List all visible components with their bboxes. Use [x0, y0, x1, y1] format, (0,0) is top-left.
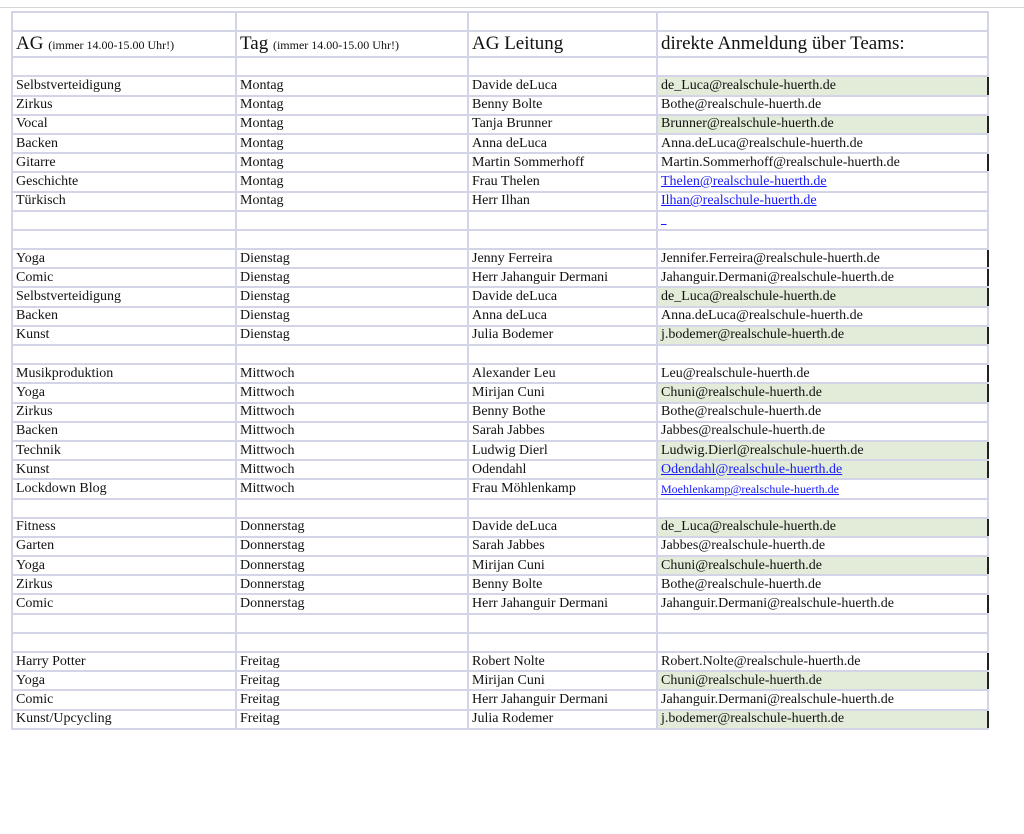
table-row [12, 307, 988, 326]
table-row [12, 422, 988, 441]
weekday: Freitag [236, 710, 468, 729]
weekday: Donnerstag [236, 518, 468, 537]
email-address: Robert.Nolte@realschule-huerth.de [657, 652, 988, 671]
stray-link-mark[interactable]: _ [657, 211, 988, 230]
table-row [12, 518, 988, 537]
email-address: Jahanguir.Dermani@realschule-huerth.de [657, 594, 988, 613]
table-row [12, 115, 988, 134]
table-row [12, 652, 988, 671]
leader-name: Frau Möhlenkamp [468, 479, 657, 498]
empty-cell [468, 57, 657, 76]
weekday: Freitag [236, 652, 468, 671]
empty-cell [468, 345, 657, 364]
leader-name: Julia Rodemer [468, 710, 657, 729]
email-address[interactable]: Odendahl@realschule-huerth.de [657, 460, 988, 479]
leader-name: Benny Bolte [468, 575, 657, 594]
empty-cell [236, 345, 468, 364]
leader-name: Davide deLuca [468, 287, 657, 306]
ag-name: Musikproduktion [12, 364, 236, 383]
leader-name: Alexander Leu [468, 364, 657, 383]
leader-name: Tanja Brunner [468, 115, 657, 134]
weekday: Mittwoch [236, 441, 468, 460]
ag-name: Backen [12, 307, 236, 326]
weekday: Montag [236, 76, 468, 95]
leader-name: Anna deLuca [468, 307, 657, 326]
table-row [12, 268, 988, 287]
leader-name: Mirijan Cuni [468, 671, 657, 690]
header-ag-note: (immer 14.00-15.00 Uhr!) [48, 37, 175, 52]
table-row [12, 575, 988, 594]
weekday: Donnerstag [236, 537, 468, 556]
empty-row [12, 12, 988, 31]
empty-cell [236, 499, 468, 518]
table-row [12, 364, 988, 383]
ag-name: Türkisch [12, 192, 236, 211]
empty-row [12, 499, 988, 518]
weekday: Donnerstag [236, 594, 468, 613]
email-address: j.bodemer@realschule-huerth.de [657, 710, 988, 729]
header-tag: Tag (immer 14.00-15.00 Uhr!) [236, 31, 468, 57]
weekday: Mittwoch [236, 479, 468, 498]
weekday: Mittwoch [236, 403, 468, 422]
leader-name: Davide deLuca [468, 518, 657, 537]
email-address: de_Luca@realschule-huerth.de [657, 518, 988, 537]
empty-row [12, 614, 988, 633]
email-address: Jahanguir.Dermani@realschule-huerth.de [657, 268, 988, 287]
ag-name: Yoga [12, 671, 236, 690]
table-row [12, 326, 988, 345]
email-address: Jahanguir.Dermani@realschule-huerth.de [657, 690, 988, 709]
empty-cell [12, 211, 236, 230]
empty-cell [12, 345, 236, 364]
weekday: Montag [236, 115, 468, 134]
ag-name: Yoga [12, 383, 236, 402]
ag-name: Garten [12, 537, 236, 556]
empty-cell [12, 57, 236, 76]
leader-name: Frau Thelen [468, 172, 657, 191]
leader-name: Odendahl [468, 460, 657, 479]
empty-cell [236, 614, 468, 633]
table-row [12, 441, 988, 460]
ag-name: Yoga [12, 249, 236, 268]
header-tag-note: (immer 14.00-15.00 Uhr!) [272, 37, 399, 52]
weekday: Dienstag [236, 307, 468, 326]
email-address: Bothe@realschule-huerth.de [657, 96, 988, 115]
leader-name: Sarah Jabbes [468, 537, 657, 556]
weekday: Freitag [236, 690, 468, 709]
weekday: Mittwoch [236, 383, 468, 402]
email-address: Jennifer.Ferreira@realschule-huerth.de [657, 249, 988, 268]
ag-name: Kunst/Upcycling [12, 710, 236, 729]
email-address: Chuni@realschule-huerth.de [657, 383, 988, 402]
leader-name: Davide deLuca [468, 76, 657, 95]
weekday: Montag [236, 192, 468, 211]
email-address: de_Luca@realschule-huerth.de [657, 287, 988, 306]
table-row [12, 96, 988, 115]
ag-schedule-table [11, 11, 989, 730]
ag-name: Gitarre [12, 153, 236, 172]
table-row [12, 153, 988, 172]
ag-name: Kunst [12, 326, 236, 345]
empty-cell [236, 57, 468, 76]
table-row [12, 479, 988, 498]
ag-name: Geschichte [12, 172, 236, 191]
weekday: Mittwoch [236, 460, 468, 479]
table-row [12, 594, 988, 613]
empty-cell [468, 230, 657, 249]
ag-name: Backen [12, 422, 236, 441]
email-address[interactable]: Moehlenkamp@realschule-huerth.de [657, 479, 988, 498]
ag-name: Selbstverteidigung [12, 76, 236, 95]
email-address: Ludwig.Dierl@realschule-huerth.de [657, 441, 988, 460]
weekday: Freitag [236, 671, 468, 690]
ag-name: Comic [12, 268, 236, 287]
table-row [12, 192, 988, 211]
empty-cell [657, 614, 988, 633]
leader-name: Mirijan Cuni [468, 556, 657, 575]
weekday: Montag [236, 96, 468, 115]
email-address: Martin.Sommerhoff@realschule-huerth.de [657, 153, 988, 172]
empty-cell [468, 633, 657, 652]
email-address: Anna.deLuca@realschule-huerth.de [657, 134, 988, 153]
empty-cell [657, 633, 988, 652]
leader-name: Julia Bodemer [468, 326, 657, 345]
leader-name: Anna deLuca [468, 134, 657, 153]
table-row [12, 383, 988, 402]
leader-name: Mirijan Cuni [468, 383, 657, 402]
table-row [12, 556, 988, 575]
email-address: Bothe@realschule-huerth.de [657, 403, 988, 422]
empty-row [12, 345, 988, 364]
email-address: Chuni@realschule-huerth.de [657, 671, 988, 690]
empty-cell [12, 499, 236, 518]
email-address: de_Luca@realschule-huerth.de [657, 76, 988, 95]
ag-name: Harry Potter [12, 652, 236, 671]
leader-name: Herr Ilhan [468, 192, 657, 211]
table-row [12, 671, 988, 690]
empty-cell [657, 499, 988, 518]
table-row [12, 460, 988, 479]
empty-cell [468, 499, 657, 518]
ag-name: Vocal [12, 115, 236, 134]
weekday: Donnerstag [236, 575, 468, 594]
ag-name: Zirkus [12, 96, 236, 115]
leader-name: Benny Bothe [468, 403, 657, 422]
empty-row [12, 211, 988, 230]
header-leitung: AG Leitung [468, 31, 657, 57]
empty-cell [657, 345, 988, 364]
ag-name: Backen [12, 134, 236, 153]
leader-name: Robert Nolte [468, 652, 657, 671]
empty-row [12, 633, 988, 652]
ag-name: Technik [12, 441, 236, 460]
ag-name: Zirkus [12, 403, 236, 422]
top-divider [0, 7, 1024, 8]
empty-cell [12, 614, 236, 633]
email-address: Anna.deLuca@realschule-huerth.de [657, 307, 988, 326]
ag-name: Selbstverteidigung [12, 287, 236, 306]
ag-name: Comic [12, 690, 236, 709]
weekday: Montag [236, 134, 468, 153]
table-row [12, 249, 988, 268]
leader-name: Herr Jahanguir Dermani [468, 690, 657, 709]
email-address: Chuni@realschule-huerth.de [657, 556, 988, 575]
ag-name: Comic [12, 594, 236, 613]
weekday: Mittwoch [236, 364, 468, 383]
empty-cell [236, 230, 468, 249]
weekday: Montag [236, 153, 468, 172]
leader-name: Benny Bolte [468, 96, 657, 115]
header-row [12, 31, 988, 57]
empty-cell [12, 633, 236, 652]
empty-row [12, 57, 988, 76]
table-row [12, 134, 988, 153]
email-address[interactable]: Thelen@realschule-huerth.de [657, 172, 988, 191]
weekday: Dienstag [236, 268, 468, 287]
table-row [12, 287, 988, 306]
email-address: Jabbes@realschule-huerth.de [657, 537, 988, 556]
weekday: Mittwoch [236, 422, 468, 441]
empty-cell [236, 633, 468, 652]
email-address[interactable]: Ilhan@realschule-huerth.de [657, 192, 988, 211]
ag-name: Kunst [12, 460, 236, 479]
email-address: j.bodemer@realschule-huerth.de [657, 326, 988, 345]
email-address: Brunner@realschule-huerth.de [657, 115, 988, 134]
table-row [12, 690, 988, 709]
leader-name: Herr Jahanguir Dermani [468, 268, 657, 287]
leader-name: Sarah Jabbes [468, 422, 657, 441]
leader-name: Herr Jahanguir Dermani [468, 594, 657, 613]
leader-name: Ludwig Dierl [468, 441, 657, 460]
table-row [12, 76, 988, 95]
weekday: Donnerstag [236, 556, 468, 575]
empty-cell [657, 57, 988, 76]
ag-name: Yoga [12, 556, 236, 575]
weekday: Dienstag [236, 249, 468, 268]
empty-cell [12, 230, 236, 249]
leader-name: Jenny Ferreira [468, 249, 657, 268]
header-ag: AG (immer 14.00-15.00 Uhr!) [12, 31, 236, 57]
weekday: Dienstag [236, 287, 468, 306]
table-row [12, 537, 988, 556]
empty-cell [236, 211, 468, 230]
header-anmeldung: direkte Anmeldung über Teams: [657, 31, 988, 57]
ag-name: Lockdown Blog [12, 479, 236, 498]
leader-name: Martin Sommerhoff [468, 153, 657, 172]
email-address: Jabbes@realschule-huerth.de [657, 422, 988, 441]
email-address: Bothe@realschule-huerth.de [657, 575, 988, 594]
table-row [12, 403, 988, 422]
weekday: Montag [236, 172, 468, 191]
table-row [12, 172, 988, 191]
ag-name: Zirkus [12, 575, 236, 594]
empty-row [12, 230, 988, 249]
email-address: Leu@realschule-huerth.de [657, 364, 988, 383]
ag-name: Fitness [12, 518, 236, 537]
table-row [12, 710, 988, 729]
weekday: Dienstag [236, 326, 468, 345]
empty-cell [657, 230, 988, 249]
empty-cell [468, 211, 657, 230]
empty-cell [468, 614, 657, 633]
